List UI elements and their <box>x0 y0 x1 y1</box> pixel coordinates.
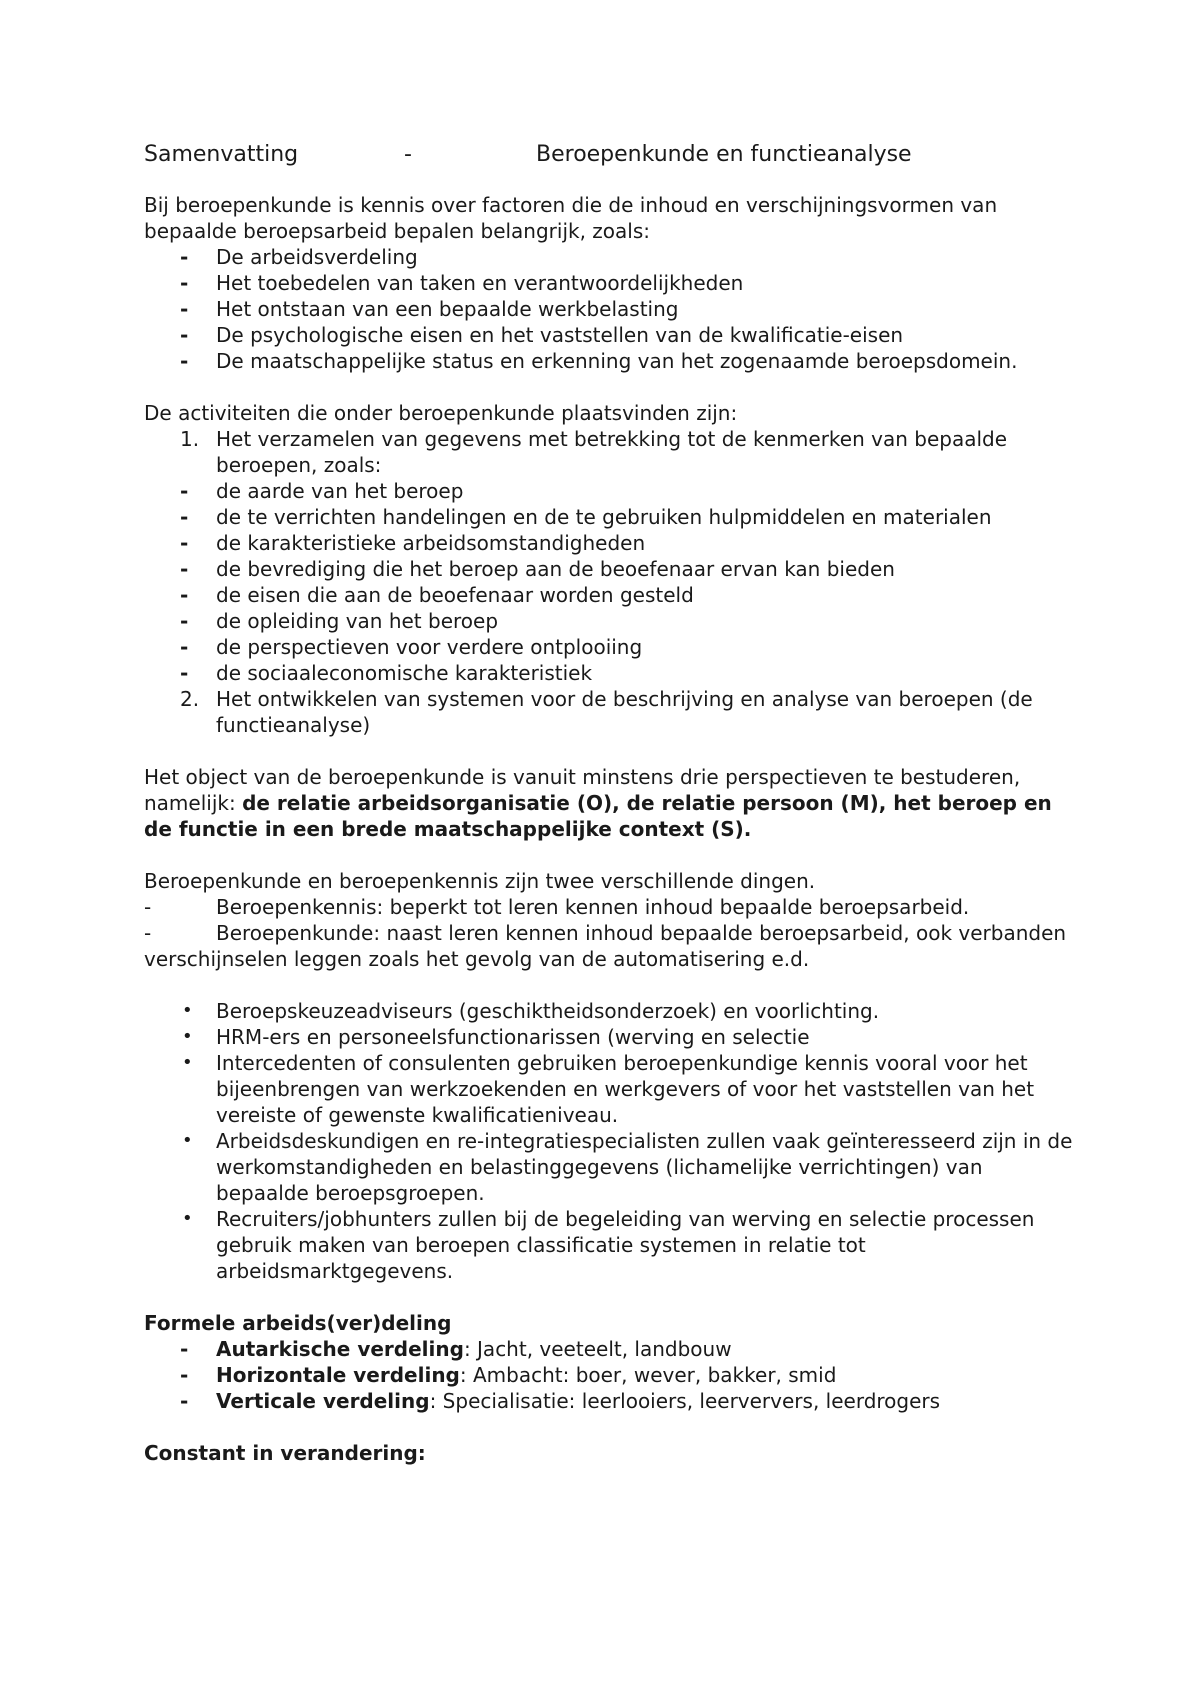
bullet-marker: • <box>182 1130 193 1151</box>
object-text: Het object van de beroepenkunde is vanuit minstens drie perspectieven te bestuderen, namelijk: <box>144 765 1021 815</box>
intro-list <box>144 244 1074 374</box>
term-description: : Specialisatie: leerlooiers, leerververs, leerdrogers <box>429 1389 941 1413</box>
spacer <box>144 1284 1074 1310</box>
list-item-text: de te verrichten handelingen en de te gebruiken hulpmiddelen en materialen <box>216 505 992 529</box>
document-page <box>144 140 1074 1466</box>
difference-line-text: Beroepenkennis: beperkt tot leren kennen inhoud bepaalde beroepsarbeid. <box>216 895 970 919</box>
list-item-text: De maatschappelijke status en erkenning van het zogenaamde beroepsdomein. <box>216 349 1018 373</box>
list-item <box>144 1050 1074 1128</box>
dash-marker: - <box>180 557 189 581</box>
list-item <box>144 998 1074 1024</box>
object-paragraph <box>144 764 1074 842</box>
list-item <box>144 478 1074 504</box>
list-item-text: de opleiding van het beroep <box>216 609 499 633</box>
list-item <box>144 322 1074 348</box>
list-item-text: Recruiters/jobhunters zullen bij de begeleiding van werving en selectie processen gebruik maken van beroepen classificatie systemen in relatie tot arbeidsmarktgegevens. <box>216 1207 1035 1283</box>
dash-marker: - <box>180 531 189 555</box>
difference-line-text: Beroepenkunde: naast leren kennen inhoud bepaalde beroepsarbeid, ook verbanden verschijnselen leggen zoals het gevolg van de automatisering e.d. <box>144 921 1067 971</box>
list-item-text: Het ontwikkelen van systemen voor de beschrijving en analyse van beroepen (de functieanalyse) <box>216 687 1033 737</box>
dash-marker: - <box>180 271 189 295</box>
bullet-marker: • <box>182 1026 193 1047</box>
list-item-text: Het verzamelen van gegevens met betrekking tot de kenmerken van bepaalde beroepen, zoals: <box>216 427 1008 477</box>
formal-heading: Formele arbeids(ver)deling <box>144 1311 452 1335</box>
title-left: Samenvatting <box>144 142 299 167</box>
title-separator: - <box>404 142 412 167</box>
intro-paragraph: Bij beroepenkunde is kennis over factoren die de inhoud en verschijningsvormen van bepaalde beroepsarbeid bepalen belangrijk, zoals: <box>144 193 998 243</box>
dash-marker: - <box>180 1337 189 1361</box>
dash-marker: - <box>144 895 152 919</box>
list-item <box>144 1024 1074 1050</box>
term: Verticale verdeling <box>216 1389 430 1413</box>
title-right: Beroepenkunde en functieanalyse <box>536 142 912 167</box>
list-item <box>144 582 1074 608</box>
difference-paragraph: Beroepenkunde en beroepenkennis zijn twee verschillende dingen. <box>144 869 816 893</box>
list-item-text: Het toebedelen van taken en verantwoordelijkheden <box>216 271 744 295</box>
term: Autarkische verdeling <box>216 1337 464 1361</box>
spacer <box>144 842 1074 868</box>
spacer <box>144 374 1074 400</box>
activities-paragraph: De activiteiten die onder beroepenkunde plaatsvinden zijn: <box>144 401 738 425</box>
list-item-text: de eisen die aan de beoefenaar worden gesteld <box>216 583 694 607</box>
list-item <box>144 1128 1074 1206</box>
list-item <box>144 634 1074 660</box>
list-item <box>144 608 1074 634</box>
dash-marker: - <box>180 349 189 373</box>
activities-list-continued <box>144 686 1074 738</box>
difference-line <box>144 920 1074 972</box>
list-item-text: de sociaaleconomische karakteristiek <box>216 661 593 685</box>
object-bold-text: de relatie arbeidsorganisatie (O), de relatie persoon (M), het beroep en de functie in een brede maatschappelijke context (S). <box>144 791 1052 841</box>
bullet-marker: • <box>182 1000 193 1021</box>
numbered-item <box>144 426 1074 478</box>
numbered-item <box>144 686 1074 738</box>
number-marker: 2. <box>180 687 200 711</box>
list-item <box>144 348 1074 374</box>
term-description: : Ambacht: boer, wever, bakker, smid <box>459 1363 837 1387</box>
list-item <box>144 1388 1074 1414</box>
dash-marker: - <box>180 505 189 529</box>
document-title <box>144 140 1074 170</box>
list-item-text: de perspectieven voor verdere ontplooiing <box>216 635 643 659</box>
bullet-marker: • <box>182 1052 193 1073</box>
dash-marker: - <box>180 635 189 659</box>
list-item-text: HRM-ers en personeelsfunctionarissen (werving en selectie <box>216 1025 810 1049</box>
term: Horizontale verdeling <box>216 1363 460 1387</box>
activities-list <box>144 426 1074 478</box>
list-item-text: Beroepskeuzeadviseurs (geschiktheidsonderzoek) en voorlichting. <box>216 999 880 1023</box>
activities-sublist <box>144 478 1074 686</box>
list-item-text: Intercedenten of consulenten gebruiken beroepenkundige kennis vooral voor het bijeenbrengen van werkzoekenden en werkgevers of voor het vaststellen van het vereiste of gewenste kwalificatieniveau. <box>216 1051 1035 1127</box>
term-description: : Jacht, veeteelt, landbouw <box>463 1337 732 1361</box>
dash-marker: - <box>180 245 189 269</box>
dash-marker: - <box>180 609 189 633</box>
list-item <box>144 270 1074 296</box>
list-item <box>144 556 1074 582</box>
bullet-marker: • <box>182 1208 193 1229</box>
list-item <box>144 504 1074 530</box>
list-item-text: Arbeidsdeskundigen en re-integratiespecialisten zullen vaak geïnteresseerd zijn in de werkomstandigheden en belastinggegevens (lichamelijke verrichtingen) van bepaalde beroepsgroepen. <box>216 1129 1073 1205</box>
list-item-text: de karakteristieke arbeidsomstandigheden <box>216 531 646 555</box>
difference-line <box>144 894 1074 920</box>
dash-marker: - <box>180 661 189 685</box>
list-item-text: De psychologische eisen en het vaststellen van de kwalificatie-eisen <box>216 323 904 347</box>
dash-marker: - <box>180 297 189 321</box>
dash-marker: - <box>180 1363 189 1387</box>
roles-list <box>144 998 1074 1284</box>
list-item <box>144 1362 1074 1388</box>
list-item <box>144 1336 1074 1362</box>
dash-marker: - <box>180 479 189 503</box>
list-item <box>144 1206 1074 1284</box>
spacer <box>144 1414 1074 1440</box>
list-item <box>144 660 1074 686</box>
dash-marker: - <box>180 1389 189 1413</box>
list-item-text: Het ontstaan van een bepaalde werkbelasting <box>216 297 679 321</box>
spacer <box>144 738 1074 764</box>
list-item <box>144 530 1074 556</box>
constant-heading: Constant in verandering: <box>144 1441 426 1465</box>
list-item-text: de bevrediging die het beroep aan de beoefenaar ervan kan bieden <box>216 557 895 581</box>
number-marker: 1. <box>180 427 200 451</box>
spacer <box>144 972 1074 998</box>
list-item <box>144 244 1074 270</box>
list-item <box>144 296 1074 322</box>
dash-marker: - <box>144 921 152 945</box>
formal-list <box>144 1336 1074 1414</box>
dash-marker: - <box>180 583 189 607</box>
list-item-text: de aarde van het beroep <box>216 479 464 503</box>
list-item-text: De arbeidsverdeling <box>216 245 418 269</box>
dash-marker: - <box>180 323 189 347</box>
